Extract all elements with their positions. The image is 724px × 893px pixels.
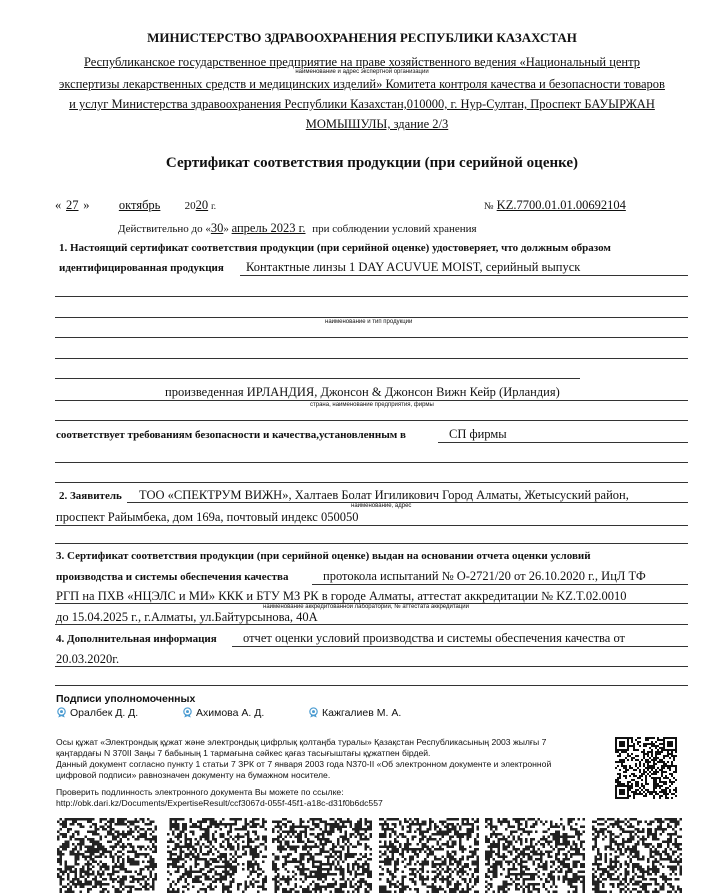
validity-day: 30 [210,221,224,235]
signature-3 [308,707,401,719]
year-prefix: 20 [184,200,196,212]
org-line-1: Республиканское государственное предприятие на праве хозяйственного ведения «Национальный центр [83,55,640,69]
applicant-caption: наименование, адрес [351,503,412,509]
section3-line-3: до 15.04.2025 г., г.Алматы, ул.Байтурсынова, 40А [56,610,318,624]
barcode-strip [272,818,372,893]
section4-line-2: 20.03.2020г. [56,652,120,666]
issue-date [55,198,216,213]
number-value: KZ.7700.01.01.00692104 [496,198,626,212]
signer-name: Кажгалиев М. А. [322,707,402,719]
signer-name: Оралбек Д. Д. [70,707,139,719]
validity-close: » [223,223,229,235]
section3-line-1: протокола испытаний № О-2721/20 от 26.10.2020 г., ИцЛ ТФ [323,569,646,583]
section4-label: 4. Дополнительная информация [56,633,217,645]
compliance-value: СП фирмы [449,427,507,441]
legal-notice [56,737,551,781]
number-label: № [484,201,494,212]
org-line-4: МОМЫШУЛЫ, здание 2/3 [305,117,449,131]
signature-1 [56,707,138,719]
org-line-3: и услуг Министерства здравоохранения Республики Казахстан,010000, г. Нур-Султан, Проспект БАУЫРЖАН [69,97,655,111]
legal-ru-line-1: Данный документ согласно пункту 1 статьи 7 ЗРК от 7 января 2003 года N370-II «Об электронном документе и электронной [56,759,552,769]
section3-text: 3. Сертификат соответствия продукции (при серийной оценке) выдан на основании отчета оценки условий [56,550,591,562]
product-caption: наименование и тип продукции [325,319,413,325]
signature-2 [182,707,264,719]
issue-day: 27 [66,198,79,212]
validity-line [118,221,477,236]
manufacturer-caption: страна, наименование предприятия, фирмы [310,402,434,408]
signatures-title: Подписи уполномоченных [56,693,196,705]
certificate-title: Сертификат соответствия продукции (при серийной оценке) [165,155,579,171]
applicant-line-1: ТОО «СПЕКТРУМ ВИЖН», Халтаев Болат Игиликович Город Алматы, Жетысуский район, [139,488,629,502]
section4-line-1: отчет оценки условий производства и системы обеспечения качества от [243,631,625,645]
org-caption: наименование и адрес экспертной организации [295,69,429,75]
manufacturer: произведенная ИРЛАНДИЯ, Джонсон & Джонсон Вижн Кейр (Ирландия) [165,385,560,399]
year-suffix: г. [211,201,217,211]
issue-month: октябрь [118,198,161,212]
applicant-label: 2. Заявитель [59,490,122,502]
verify-url[interactable]: http://obk.dari.kz/Documents/ExpertiseResult/ccf3067d-055f-45f1-a18c-d31f0b6dc557 [56,798,383,808]
barcode-strip [379,818,479,893]
validity-date: апрель 2023 г. [231,221,306,235]
applicant-line-2: проспект Райымбека, дом 169а, почтовый индекс 050050 [56,510,359,524]
product-name: Контактные линзы 1 DAY ACUVUE MOIST, серийный выпуск [246,260,581,274]
issue-year: 20 [195,198,209,212]
validity-suffix: при соблюдении условий хранения [312,223,477,235]
barcode-strip [57,818,157,893]
signature-seal-icon [56,707,67,718]
legal-kz-line-1: Осы құжат «Электрондық құжат және электрондық цифрлық қолтаңба туралы» Қазақстан Республикасының 2003 жылғы 7 [56,737,547,747]
section3-label: производства и системы обеспечения качества [56,571,289,583]
org-line-2: экспертизы лекарственных средств и медицинских изделий» Комитета контроля качества и безопасности товаров [59,77,665,91]
certificate-number [484,198,669,213]
verify-block [56,787,383,809]
signature-seal-icon [182,707,193,718]
date-open-quote: « [55,198,62,212]
ministry-title: МИНИСТЕРСТВО ЗДРАВООХРАНЕНИЯ РЕСПУБЛИКИ КАЗАХСТАН [147,30,577,45]
signature-seal-icon [308,707,319,718]
barcode-strip [485,818,585,893]
validity-prefix: Действительно до « [118,223,211,235]
qr-code [615,737,677,799]
barcode-strip [592,818,682,893]
legal-kz-line-2: қаңтардағы N 370II Заңы 7 бабының 1 тармағына сәйкес қағаз тасығыштағы құжатпен бірдей. [56,748,431,758]
verify-text: Проверить подлинность электронного документа Вы можете по ссылке: [56,787,344,797]
signer-name: Ахимова А. Д. [196,707,265,719]
section3-line-2: РГП на ПХВ «НЦЭЛС и МИ» ККК и БТУ МЗ РК в городе Алматы, аттестат аккредитации № KZ.T.02.0010 [56,589,627,603]
compliance-label: соответствует требованиям безопасности и качества,установленным в [56,429,406,441]
section1-label: идентифицированная продукция [59,262,224,274]
date-close-quote: » [83,198,90,212]
legal-ru-line-2: цифровой подписи» равнозначен документу на бумажном носителе. [56,770,331,780]
section1-text: 1. Настоящий сертификат соответствия продукции (при серийной оценке) удостоверяет, что должным образом [59,242,611,254]
section3-caption: наименование аккредитованной лаборатории, № аттестата аккредитации [263,604,470,610]
barcode-strip [167,818,267,893]
